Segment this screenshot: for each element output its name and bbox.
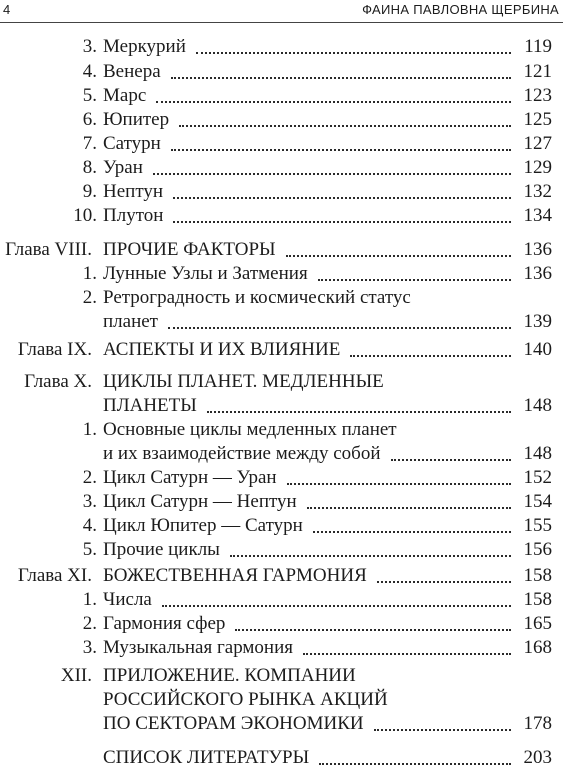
toc-item-number: 1. — [82, 419, 97, 440]
toc-page-number: 136 — [523, 263, 552, 284]
toc-item-number: 10. — [73, 205, 97, 226]
leader-dots — [156, 79, 511, 103]
toc-item-number: 4. — [82, 515, 97, 536]
leader-dots — [162, 583, 511, 607]
leader-dots — [350, 333, 511, 357]
toc-page-number: 156 — [523, 539, 552, 560]
leader-dots — [179, 103, 511, 127]
toc-page-number: 165 — [523, 613, 552, 634]
toc-item-number: 8. — [82, 157, 97, 178]
toc-entry-title: Прочие циклы — [103, 539, 220, 560]
toc-entry-title: Юпитер — [103, 109, 170, 130]
toc-entry-title: ПО СЕКТОРАМ ЭКОНОМИКИ — [103, 713, 364, 734]
toc-page-number: 148 — [523, 443, 552, 464]
toc-item-number: 2. — [82, 287, 97, 308]
toc-entry-title: Цикл Сатурн — Уран — [103, 467, 277, 488]
toc-entry-title: Цикл Юпитер — Сатурн — [103, 515, 303, 536]
toc-item-number: 3. — [82, 491, 97, 512]
toc-item-number: 7. — [82, 133, 97, 154]
toc-entry-continuation — [0, 310, 563, 334]
toc-page-number: 119 — [524, 36, 552, 57]
toc-page-number: 125 — [523, 109, 552, 130]
toc-chapter-label: Глава VIII. — [5, 239, 92, 260]
leader-dots — [303, 631, 511, 655]
leader-dots — [207, 389, 511, 413]
toc-page-number: 152 — [523, 467, 552, 488]
leader-dots — [173, 175, 511, 199]
toc-item-number: 9. — [82, 181, 97, 202]
leader-dots — [171, 55, 511, 79]
page-number: 4 — [3, 2, 11, 17]
toc-entry-title: Гармония сфер — [103, 613, 226, 634]
leader-dots — [173, 199, 511, 223]
leader-dots — [286, 233, 511, 257]
toc-page-number: 134 — [523, 205, 552, 226]
toc-entry-title: Плутон — [103, 205, 164, 226]
toc-page-number: 127 — [523, 133, 552, 154]
leader-dots — [235, 607, 511, 631]
toc-entry-title: Музыкальная гармония — [103, 637, 294, 658]
leader-dots — [377, 559, 511, 583]
toc-page-number: 158 — [523, 565, 552, 586]
toc-entry-title: Цикл Сатурн — Нептун — [103, 491, 297, 512]
leader-dots — [196, 30, 511, 54]
toc-page-number: 203 — [523, 747, 552, 768]
leader-dots — [171, 127, 511, 151]
leader-dots — [153, 151, 511, 175]
toc-item-number: 2. — [82, 613, 97, 634]
toc-entry-title: Меркурий — [103, 36, 186, 57]
leader-dots — [168, 305, 511, 329]
toc-page-number: 136 — [523, 239, 552, 260]
leader-dots — [313, 509, 511, 533]
toc-entry-title: БОЖЕСТВЕННАЯ ГАРМОНИЯ — [103, 565, 367, 586]
toc-chapter-label: Глава X. — [24, 371, 92, 392]
leader-dots — [287, 461, 511, 485]
toc-entry-title: планет — [103, 311, 158, 332]
toc-entry-continuation — [0, 712, 563, 736]
toc-item-number: 5. — [82, 539, 97, 560]
toc-entry-title: ПРОЧИЕ ФАКТОРЫ — [103, 239, 276, 260]
toc-page-number: 129 — [523, 157, 552, 178]
toc-entry-title: ЦИКЛЫ ПЛАНЕТ. МЕДЛЕННЫЕ — [103, 371, 384, 392]
toc-entry — [0, 338, 563, 362]
toc-entry-title: Марс — [103, 85, 147, 106]
toc-entry-title: СПИСОК ЛИТЕРАТУРЫ — [103, 747, 310, 768]
toc-item-number: 6. — [82, 109, 97, 130]
toc-page-number: 155 — [523, 515, 552, 536]
toc-page-number: 154 — [523, 491, 552, 512]
toc-chapter-label: Глава IX. — [17, 339, 92, 360]
toc-page-number: 148 — [523, 395, 552, 416]
toc-entry-continuation — [0, 394, 563, 418]
toc-item-number: 3. — [82, 36, 97, 57]
toc-entry — [0, 636, 563, 660]
toc-entry — [0, 746, 563, 770]
toc-entry-title: Нептун — [103, 181, 164, 202]
toc-entry — [0, 204, 563, 228]
toc-item-number: 3. — [82, 637, 97, 658]
leader-dots — [230, 533, 511, 557]
toc-page-number: 132 — [523, 181, 552, 202]
running-title: ФАИНА ПАВЛОВНА ЩЕРБИНА — [362, 2, 559, 17]
toc-entry-title: ПЛАНЕТЫ — [103, 395, 197, 416]
toc-page-number: 178 — [523, 713, 552, 734]
toc-entry — [0, 262, 563, 286]
toc-entry-title: Основные циклы медленных планет — [103, 419, 397, 440]
toc-page-number: 168 — [523, 637, 552, 658]
toc-entry-title: РОССИЙСКОГО РЫНКА АКЦИЙ — [103, 689, 388, 710]
toc-entry-title: Числа — [103, 589, 152, 610]
toc-chapter-label: XII. — [60, 665, 92, 686]
leader-dots — [391, 437, 512, 461]
leader-dots — [319, 741, 511, 765]
toc-entry-title: Венера — [103, 61, 161, 82]
toc-entry-title: Уран — [103, 157, 143, 178]
toc-chapter-label: Глава XI. — [17, 565, 92, 586]
toc-item-number: 1. — [82, 589, 97, 610]
toc-entry-title: Сатурн — [103, 133, 161, 154]
toc-entry-title: Лунные Узлы и Затмения — [103, 263, 308, 284]
toc-page-number: 158 — [523, 589, 552, 610]
toc-page-number: 121 — [523, 61, 552, 82]
toc-entry-title: ПРИЛОЖЕНИЕ. КОМПАНИИ — [103, 665, 356, 686]
toc-page-number: 139 — [523, 311, 552, 332]
toc-entry-title: Ретроградность и космический статус — [103, 287, 411, 308]
toc-entry — [0, 664, 563, 688]
toc-item-number: 4. — [82, 61, 97, 82]
toc-page-number: 123 — [523, 85, 552, 106]
toc-entry-title: АСПЕКТЫ И ИХ ВЛИЯНИЕ — [103, 339, 341, 360]
toc-entry-title: и их взаимодействие между собой — [103, 443, 381, 464]
toc-item-number: 5. — [82, 85, 97, 106]
toc-item-number: 1. — [82, 263, 97, 284]
toc-item-number: 2. — [82, 467, 97, 488]
leader-dots — [318, 257, 511, 281]
leader-dots — [307, 485, 511, 509]
leader-dots — [374, 707, 511, 731]
toc-page-number: 140 — [523, 339, 552, 360]
